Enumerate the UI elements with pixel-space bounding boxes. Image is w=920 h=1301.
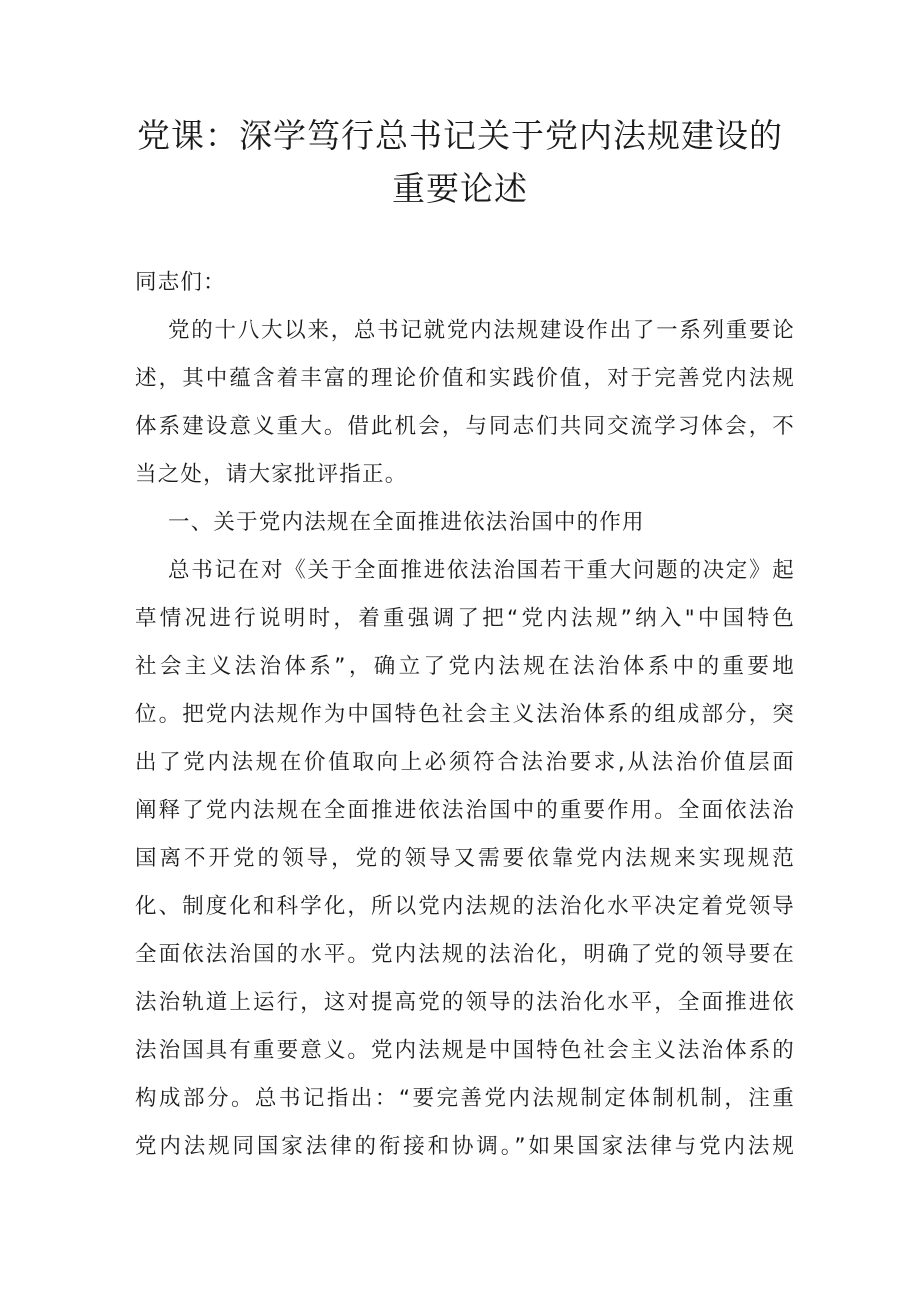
paragraph-line: 阐释了党内法规在全面推进依法治国中的重要作用。全面依法治 [135, 798, 795, 823]
document-title-line-2: 重要论述 [392, 169, 528, 208]
greeting: 同志们： [135, 270, 226, 295]
paragraph-line: 构成部分。总书记指出：“要完善党内法规制定体制机制，注重 [135, 1086, 795, 1111]
paragraph-line: 社会主义法治体系”，确立了党内法规在法治体系中的重要地 [135, 654, 795, 679]
section-heading: 一、关于党内法规在全面推进依法治国中的作用 [168, 510, 645, 535]
paragraph-line: 体系建设意义重大。借此机会，与同志们共同交流学习体会，不 [135, 414, 795, 439]
paragraph-line: 出了党内法规在价值取向上必须符合法治要求,从法治价值层面 [135, 750, 795, 775]
paragraph-line: 法治轨道上运行，这对提高党的领导的法治化水平，全面推进依 [135, 990, 795, 1015]
paragraph-line: 法治国具有重要意义。党内法规是中国特色社会主义法治体系的 [135, 1038, 795, 1063]
paragraph-line: 党内法规同国家法律的衔接和协调。”如果国家法律与党内法规 [135, 1134, 795, 1159]
paragraph-line: 化、制度化和科学化，所以党内法规的法治化水平决定着党领导 [135, 894, 795, 919]
paragraph-line: 草情况进行说明时，着重强调了把“党内法规”纳入"中国特色 [135, 606, 795, 631]
paragraph-line: 述，其中蕴含着丰富的理论价值和实践价值，对于完善党内法规 [135, 366, 795, 391]
paragraph-line: 国离不开党的领导，党的领导又需要依靠党内法规来实现规范 [135, 846, 795, 871]
paragraph-line: 位。把党内法规作为中国特色社会主义法治体系的组成部分，突 [135, 702, 795, 727]
paragraph-line: 党的十八大以来，总书记就党内法规建设作出了一系列重要论 [168, 318, 795, 343]
paragraph-line: 当之处，请大家批评指正。 [135, 462, 408, 487]
paragraph-line: 总书记在对《关于全面推进依法治国若干重大问题的决定》起 [168, 558, 795, 583]
document-title-line-1: 党课：深学笃行总书记关于党内法规建设的 [137, 116, 783, 155]
paragraph-line: 全面依法治国的水平。党内法规的法治化，明确了党的领导要在 [135, 942, 795, 967]
